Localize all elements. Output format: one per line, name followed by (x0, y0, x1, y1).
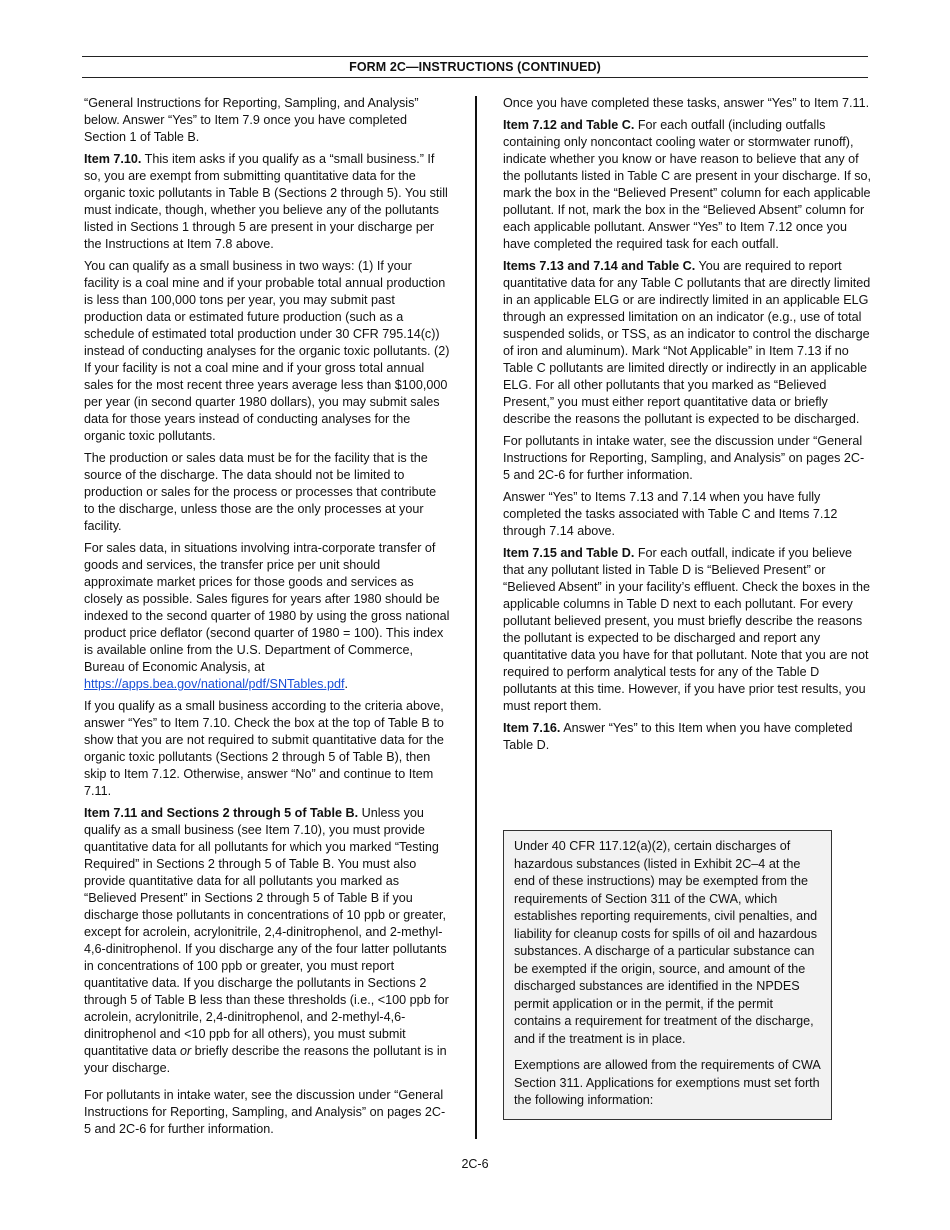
paragraph: For pollutants in intake water, see the discussion under “General Instructions for Reporting, Sampling, and Analysis” on pages 2C-5 and 2C-6 for further information. (503, 434, 865, 482)
paragraph-text: For each outfall, indicate if you believe that any pollutant listed in Table D is “Believed Present” or “Believed Absent” in your facility’s effluent. Check the boxes in the applicable columns in Table D next to each pollutant. For every pollutant believed present, you must briefly describe the reasons the pollutant is expected to be discharged and report any quantitative data you have for that pollutant. Note that you are not required to perform analytical tests for any of the Table D pollutants at this time. However, if you have prior test results, you must report them. (503, 546, 871, 713)
paragraph-item-7-11 (84, 805, 450, 1077)
right-column (503, 95, 871, 759)
paragraph-item-7-15 (503, 545, 871, 715)
paragraph: You can qualify as a small business in two ways: (1) If your facility is a coal mine and if your probable total annual production is less than 100,000 tons per year, you may submit past production data or estimated future production (such as a schedule of estimated total production under 30 CFR 795.14(c)) instead of conducting analyses for the organic toxic pollutants. (2) If your facility is not a coal mine and if your gross total annual sales for the most recent three years average less than $100,000 per year (in second quarter 1980 dollars), you may submit sales data for those years instead of conducting analyses for the organic toxic pollutants. (84, 259, 450, 443)
page-number: 2C-6 (461, 1157, 489, 1171)
item-heading: Item 7.16. (503, 721, 561, 735)
paragraph: Answer “Yes” to Items 7.13 and 7.14 when you have fully completed the tasks associated with Table C and Items 7.12 through 7.14 above. (503, 490, 838, 538)
page-title: FORM 2C—INSTRUCTIONS (CONTINUED) (349, 60, 601, 74)
paragraph-text: You are required to report quantitative data for any Table C pollutants that are directly limited in an applicable ELG or are indirectly limited in an applicable ELG through an expressed limitation on an indicator (e.g., use of total suspended solids, or TSS, as an indicator to control the discharge of iron and aluminum). Mark “Not Applicable” in Item 7.13 if no Table C pollutants are limited directly or indirectly in an applicable ELG. For all other pollutants that you marked as “Believed Present,” you must either report quantitative data or briefly describe the reasons the pollutant is expected to be discharged. (503, 259, 871, 426)
paragraph-text: . (344, 677, 348, 691)
paragraph-item-7-16 (503, 720, 871, 754)
paragraph-text: This item asks if you qualify as a “small business.” If so, you are exempt from submitting quantitative data for the organic toxic pollutants in Table B (Sections 2 through 5). You still must indicate, though, whether you believe any of the pollutants listed in Sections 1 through 5 are present in your discharge per the Instructions at Item 7.8 above. (84, 152, 448, 251)
item-heading: Item 7.15 and Table D. (503, 546, 635, 560)
paragraph-item-7-12 (503, 117, 871, 253)
item-heading: Items 7.13 and 7.14 and Table C. (503, 259, 696, 273)
header-top-rule (82, 56, 868, 57)
note-paragraph: Under 40 CFR 117.12(a)(2), certain discharges of hazardous substances (listed in Exhibit 2C–4 at the end of these instructions) may be exempted from the requirements of Section 311 of the CWA, which establishes reporting requirements, civil penalties, and liability for cleanup costs for spills of oil and hazardous substances. A discharge of a particular substance can be exempted if the origin, source, and amount of the discharged substances are identified in the NPDES permit application or in the permit, if the permit contains a requirement for treatment of the discharge, and if the treatment is in place. (514, 839, 818, 1046)
item-heading: Item 7.11 and Sections 2 through 5 of Table B. (84, 806, 359, 820)
paragraph: “General Instructions for Reporting, Sampling, and Analysis” below. Answer “Yes” to Item 7.9 once you have completed Section 1 of Table B. (84, 96, 419, 144)
paragraph-text: For each outfall (including outfalls containing only noncontact cooling water or stormwater runoff), indicate whether you know or have reason to believe that any of the pollutants listed in Table C are present in your discharge. If so, mark the box in the “Believed Present” column for each applicable pollutant. If not, mark the box in the “Believed Absent” column for each applicable pollutant. Answer “Yes” to Item 7.12 once you have completed the required task for each outfall. (503, 118, 871, 251)
paragraph-text: Unless you qualify as a small business (see Item 7.10), you must provide quantitative data for all pollutants for which you marked “Testing Required” in Sections 2 through 5 of Table B. You must also provide quantitative data for all pollutants you marked as “Believed Present” in Sections 2 through 5 of Table B if you discharge those pollutants in concentrations of 10 ppb or greater, except for acrolein, acrylonitrile, 2,4-dinitrophenol, and 2-methyl-4,6-dinitrophenol. If you discharge any of the four latter pollutants in concentrations of 100 ppb or greater, you must report quantitative data. If you discharge the pollutants in Sections 2 through 5 of Table B less than these thresholds (i.e., <100 ppb for acrolein, acrylonitrile, 2,4-dinitrophenol, and 2-methyl-4,6-dinitrophenol and <10 ppb for all others), you must submit quantitative data (84, 806, 449, 1058)
item-heading: Item 7.12 and Table C. (503, 118, 635, 132)
paragraph: For pollutants in intake water, see the discussion under “General Instructions for Reporting, Sampling, and Analysis” on pages 2C-5 and 2C-6 for further information. (84, 1088, 446, 1136)
paragraph: If you qualify as a small business according to the criteria above, answer “Yes” to Item 7.10. Check the box at the top of Table B to show that you are not required to submit quantitative data for the organic toxic pollutants (Sections 2 through 5 of Table B), then skip to Item 7.12. Otherwise, answer “No” and continue to Item 7.11. (84, 699, 444, 798)
left-column (84, 95, 450, 1143)
paragraph-text: For sales data, in situations involving intra-corporate transfer of goods and services, the transfer price per unit should approximate market prices for those goods and services as closely as possible. Sales figures for years after 1980 should be indexed to the second quarter of 1980 by using the gross national product price deflator (second quarter of 1980 = 100). This index is available online from the U.S. Department of Commerce, Bureau of Economic Analysis, at (84, 541, 450, 674)
bea-tables-link[interactable]: https://apps.bea.gov/national/pdf/SNTables.pdf (84, 677, 345, 691)
paragraph-text: Answer “Yes” to this Item when you have completed Table D. (503, 721, 853, 752)
paragraph-item-7-10 (84, 151, 450, 253)
header-bottom-rule (82, 77, 868, 78)
paragraph-items-7-13-7-14 (503, 258, 871, 428)
emphasis: or (179, 1044, 192, 1058)
item-heading: Item 7.10. (84, 152, 142, 166)
paragraph: The production or sales data must be for the facility that is the source of the discharge. The data should not be limited to production or sales for the process or processes that contribute to the discharge, unless those are the only processes at your facility. (84, 451, 437, 533)
exemption-note-box (503, 830, 832, 1120)
note-paragraph: Exemptions are allowed from the requirements of CWA Section 311. Applications for exemptions must set forth the following information: (514, 1058, 821, 1107)
paragraph-text: briefly describe the reasons the pollutant is in your discharge. (84, 1044, 447, 1075)
column-divider (475, 96, 477, 1139)
paragraph-sales-data (84, 540, 450, 693)
paragraph: Once you have completed these tasks, answer “Yes” to Item 7.11. (503, 96, 870, 110)
